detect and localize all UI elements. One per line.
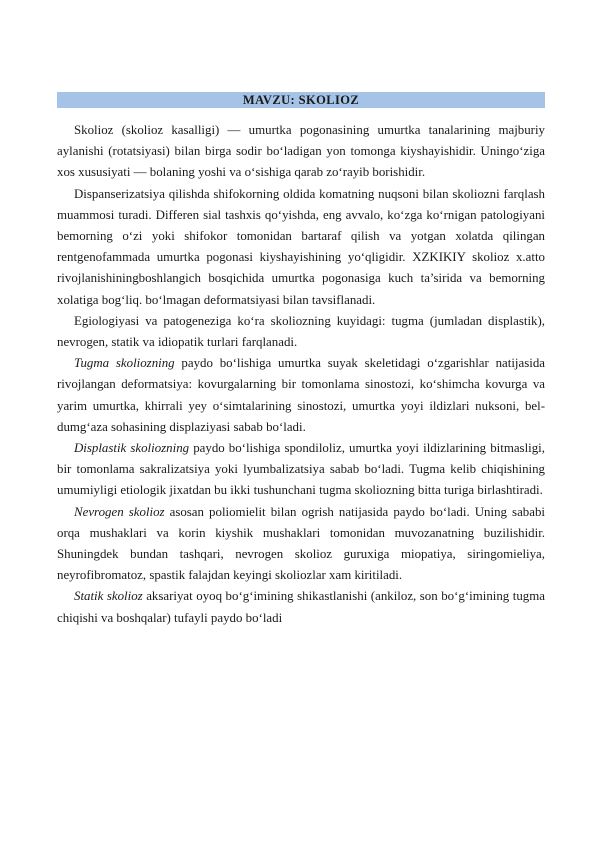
paragraph-neurogenic <box>57 502 545 587</box>
paragraph-text: paydo bo‘lishiga umurtka suyak skeletidagi o‘zgarishlar natijasida rivojlangan deformatsiya: kovurgalarning bir tomonlama sinostozi, ko‘shimcha kovurga va yarim umurtka, khirrali yey o‘simtalarining sinostozi, umurtka yoyi ildizlari nuksoni, bel-dumg‘aza sohasining displaziyasi sabab bo‘ladi. <box>57 356 545 434</box>
paragraph-text: Egiologiyasi va patogeneziga ko‘ra skoliozning kuyidagi: tugma (jumladan displastik), nevrogen, statik va idiopatik turlari farqlanadi. <box>57 313 545 350</box>
paragraph-congenital <box>57 353 545 438</box>
paragraph-text: asosan poliomielit bilan ogrish natijasida paydo bo‘ladi. Uning sababi orqa mushaklari va korin kiyshik mushaklari tomonidan muvozanatning buzilishidir. Shuningdek bundan tashqari, nevrogen skolioz guruxiga miopatiya, siringomieliya, neyrofibromatoz, spastik falajdan keyingi skoliozlar xam kiritiladi. <box>57 504 545 583</box>
paragraph-definition <box>57 120 545 184</box>
paragraph-text: Skolioz (skolioz kasalligi) — umurtka pogonasining umurtka tanalarining majburiy aylanishi (rotatsiyasi) bilan birga sodir bo‘ladigan yon tomonga kiyshayishidir. Uningo‘ziga xos xususiyati — bolaning yoshi va o‘sishiga qarab zo‘rayib borishidir. <box>57 123 545 180</box>
paragraph-lead: Tugma skoliozning <box>74 356 175 371</box>
paragraph-diagnosis <box>57 184 545 311</box>
paragraph-text: aksariyat oyoq bo‘g‘imining shikastlanishi (ankiloz, son bo‘g‘imining tugma chiqishi va boshqalar) tufayli paydo bo‘ladi <box>57 589 545 625</box>
paragraph-etiology <box>57 311 545 353</box>
document-page <box>57 92 545 629</box>
paragraph-lead: Nevrogen skolioz <box>74 504 165 519</box>
paragraph-lead: Displastik skoliozning <box>74 441 190 456</box>
paragraph-lead: Statik skolioz <box>74 589 143 604</box>
topic-title: MAVZU: SKOLIOZ <box>57 92 545 108</box>
paragraph-dysplastic <box>57 438 545 502</box>
paragraph-static <box>57 586 545 628</box>
paragraph-text: Dispanserizatsiya qilishda shifokorning oldida komatning nuqsoni bilan skoliozni farqlash muammosi turadi. Differen sial tashxis qo‘yishda, eng avvalo, ko‘zga ko‘rnigan patologiyani bemorning o‘zi yoki shifokor tomonidan bartaraf qilish va yotgan xolatda qilingan rentgenofammada umurtka pogonasi kiyshayishining yo‘qligidir. XZKIKIY skolioz x.atto rivojlanishiningboshlangich bosqichida umurtka pogonasiga kuch ta’sirida va bemorning xolatiga bog‘liq. bo‘lmagan deformatsiyasi bilan tavsiflanadi. <box>57 186 545 307</box>
paragraph-text: paydo bo‘lishiga spondiloliz, umurtka yoyi ildizlarining bitmasligi, bir tomonlama sakralizatsiya yoki lyumbalizatsiya sabab bo‘ladi. Tugma kelib chiqishining umumiyligi etiologik jixatdan bu ikki tushunchani tugma skoliozning bitta turiga birlashtiradi. <box>57 441 545 498</box>
